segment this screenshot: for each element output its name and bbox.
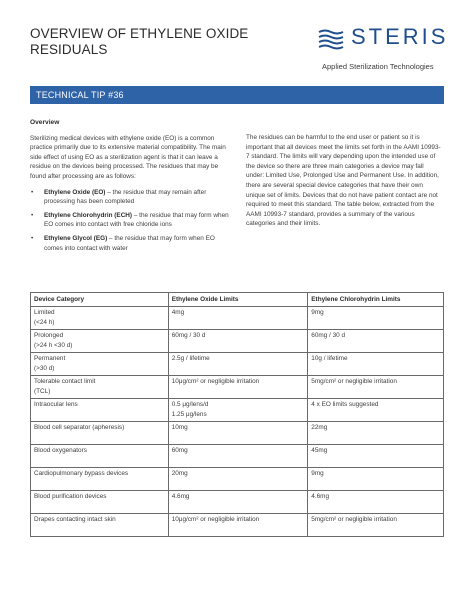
device-category-cell	[31, 352, 169, 375]
eo-limit-cell	[168, 329, 308, 352]
intro-paragraph: Sterilizing medical devices with ethylene oxide (EO) is a common practice primarily due to its extensive material compatibility. The main side effect of using EO as a sterilization agent is that it can leave a residue on the devices being processed. The residues that may be found after processing are as follows:	[30, 134, 226, 180]
cell-text: (<24 h)	[34, 318, 55, 326]
cell-text: 5mg/cm² or negligible irritation	[311, 516, 397, 523]
table-header-row	[31, 293, 444, 307]
cell-text: (>30 d)	[34, 364, 55, 372]
eo-limit-cell	[168, 352, 308, 375]
cell-text: 10μg/cm² or negligible irritation	[171, 516, 260, 523]
cell-text: 1.25 μg/lens	[171, 410, 207, 418]
device-category-cell	[31, 329, 169, 352]
overview-heading: Overview	[30, 119, 60, 126]
cell-text: 5mg/cm² or negligible irritation	[311, 378, 397, 385]
logo-wordmark: STERIS	[351, 24, 449, 49]
eo-limit-cell	[168, 444, 308, 467]
cell-text: 20mg	[171, 470, 188, 477]
device-category-cell	[31, 513, 169, 536]
ech-limit-cell	[308, 375, 444, 398]
ech-limit-cell	[308, 467, 444, 490]
left-column	[30, 118, 235, 257]
eo-limit-cell	[168, 306, 308, 329]
table-row	[31, 490, 444, 513]
cell-text: 22mg	[311, 424, 328, 431]
list-item	[30, 211, 235, 230]
device-category-cell	[31, 421, 169, 444]
ech-limit-cell	[308, 421, 444, 444]
cell-text: 9mg	[311, 470, 324, 477]
cell-text: Blood purification devices	[34, 493, 107, 500]
ech-limit-cell	[308, 444, 444, 467]
device-category-cell	[31, 490, 169, 513]
steris-wave-lines-icon	[318, 28, 344, 50]
cell-text: 4.6mg	[171, 493, 190, 500]
cell-text: 4 x EO limits suggested	[311, 401, 379, 408]
table-row	[31, 513, 444, 536]
logo-tagline: Applied Sterilization Technologies	[322, 62, 434, 71]
cell-text: 45mg	[311, 447, 328, 454]
cell-text: Prolonged	[34, 332, 64, 339]
cell-text: Permanent	[34, 355, 66, 362]
device-category-cell	[31, 398, 169, 421]
ech-limit-cell	[308, 306, 444, 329]
page-title: OVERVIEW OF ETHYLENE OXIDE RESIDUALS	[30, 26, 249, 57]
header-ech-limits: Ethylene Chlorohydrin Limits	[308, 293, 444, 307]
cell-text: Blood cell separator (apheresis)	[34, 424, 125, 431]
cell-text: 10μg/cm² or negligible irritation	[171, 378, 260, 385]
ech-limit-cell	[308, 398, 444, 421]
table-row	[31, 467, 444, 490]
list-item	[30, 234, 235, 253]
cell-text: 60mg / 30 d	[311, 332, 346, 339]
ech-limit-cell	[308, 490, 444, 513]
ech-limit-cell	[308, 352, 444, 375]
right-column	[246, 133, 442, 235]
cell-text: 4mg	[171, 309, 185, 316]
residue-term: Ethylene Chlorohydrin (ECH)	[44, 211, 133, 219]
eo-limit-cell	[168, 467, 308, 490]
header-eo-limits: Ethylene Oxide Limits	[168, 293, 308, 307]
cell-text: 60mg / 30 d	[171, 332, 206, 339]
ech-limit-cell	[308, 513, 444, 536]
bullet-icon: •	[31, 234, 34, 242]
cell-text: 10g / lifetime	[311, 355, 348, 362]
table-row	[31, 398, 444, 421]
table-row	[31, 352, 444, 375]
device-category-cell	[31, 467, 169, 490]
table-row	[31, 375, 444, 398]
device-category-cell	[31, 444, 169, 467]
cell-text: Drapes contacting intact skin	[34, 516, 116, 523]
limits-table	[30, 292, 444, 537]
residue-term: Ethylene Oxide (EO)	[44, 188, 106, 196]
cell-text: 10mg	[171, 424, 188, 431]
eo-limit-cell	[168, 398, 308, 421]
ech-limit-cell	[308, 329, 444, 352]
cell-text: Cardiopulmonary bypass devices	[34, 470, 129, 477]
cell-text: (>24 h <30 d)	[34, 341, 73, 349]
residue-description: – the residue that may form when EO comes into contact with water	[44, 234, 215, 252]
cell-text: Blood oxygenators	[34, 447, 87, 454]
cell-text: 0.5 μg/lens/d	[171, 401, 209, 408]
device-category-cell	[31, 375, 169, 398]
cell-text: 2.5g / lifetime	[171, 355, 210, 362]
cell-text: Tolerable contact limit	[34, 378, 96, 385]
residue-list	[30, 188, 235, 254]
table-row	[31, 444, 444, 467]
cell-text: (TCL)	[34, 387, 51, 395]
table-row	[31, 421, 444, 444]
device-category-cell	[31, 306, 169, 329]
table-row	[31, 329, 444, 352]
limits-paragraph: The residues can be harmful to the end user or patient so it is important that all devices meet the limits set forth in the AAMI 10993-7 standard. The limits will vary depending upon the intended use of the device so there are three main categories a device may fall under: Limited Use, Prolonged Use and Permanent Use. In addition, there are several special device categories that have their own unique set of limits. Devices that do not have patient contact are not required to meet this standard. The table below, extracted from the AAMI 10993-7 standard, provides a summary of the various categories and their limits.	[246, 134, 441, 228]
cell-text: 60mg	[171, 447, 188, 454]
eo-limit-cell	[168, 375, 308, 398]
eo-limit-cell	[168, 421, 308, 444]
table-row	[31, 306, 444, 329]
cell-text: 4.6mg	[311, 493, 330, 500]
eo-limit-cell	[168, 513, 308, 536]
technical-tip-banner: TECHNICAL TIP #36	[30, 86, 444, 104]
bullet-icon: •	[31, 211, 34, 219]
cell-text: 9mg	[311, 309, 324, 316]
header-device-category: Device Category	[31, 293, 169, 307]
residue-description: – the residue that may form when EO comes into contact with free chloride ions	[44, 211, 229, 229]
cell-text: Limited	[34, 309, 55, 316]
residue-term: Ethylene Glycol (EG)	[44, 234, 108, 242]
residue-description: – the residue that may remain after processing has been completed	[44, 188, 207, 206]
list-item	[30, 188, 235, 207]
bullet-icon: •	[31, 188, 34, 196]
cell-text: Intraocular lens	[34, 401, 78, 408]
eo-limit-cell	[168, 490, 308, 513]
